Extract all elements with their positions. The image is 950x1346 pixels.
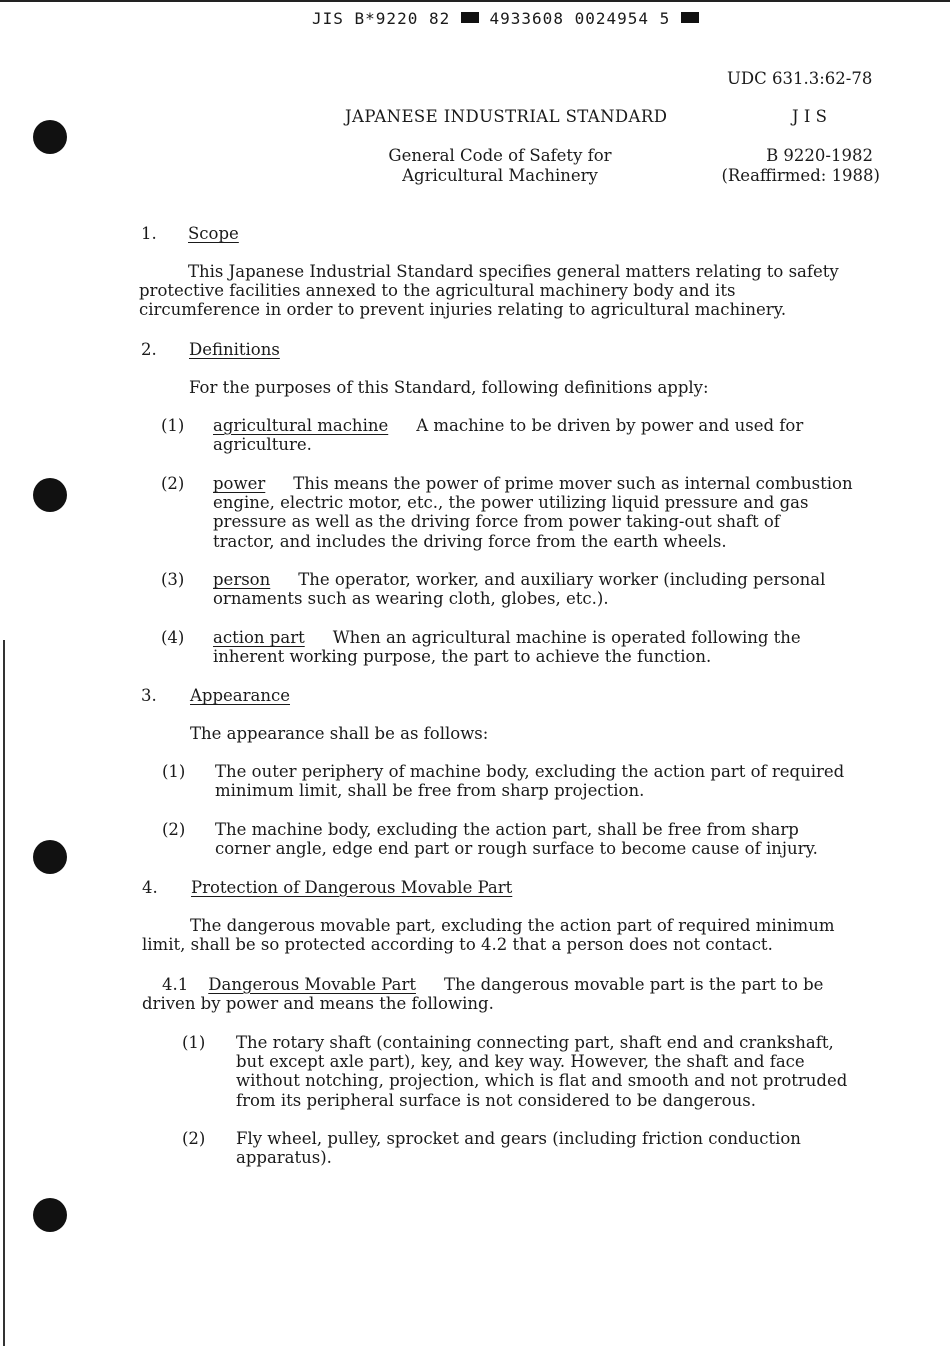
standard-number — [700, 146, 880, 185]
text-line: ornaments such as wearing cloth, globes, etc.). — [213, 589, 609, 609]
dangerous-item-2 — [236, 1129, 801, 1167]
appearance-item-1-number: (1) — [162, 762, 186, 781]
subsection-number: 4.1 — [162, 975, 189, 994]
udc-number: UDC 631.3:62-78 — [727, 69, 873, 88]
definition-4 — [213, 628, 801, 666]
section-4-heading: Protection of Dangerous Movable Part — [191, 878, 513, 897]
definition-2 — [213, 474, 853, 551]
black-bar-icon — [681, 12, 699, 23]
section-3-number: 3. — [141, 686, 157, 705]
definition-text: The operator, worker, and auxiliary worker (including personal — [298, 570, 826, 589]
dangerous-item-2-number: (2) — [182, 1129, 206, 1148]
section-2-number: 2. — [141, 340, 157, 359]
left-margin-rule — [3, 640, 5, 1346]
text-line: The machine body, excluding the action part, shall be free from sharp — [215, 820, 799, 839]
definition-1 — [213, 416, 803, 454]
text-line: This Japanese Industrial Standard specifies general matters relating to safety — [188, 262, 839, 281]
subsection-4-1 — [142, 975, 823, 1013]
appearance-item-1 — [215, 762, 844, 800]
punch-hole — [33, 1198, 67, 1232]
reaffirmed-date: (Reaffirmed: 1988) — [721, 165, 880, 185]
text-line: without notching, projection, which is flat and smooth and not protruded — [236, 1071, 848, 1091]
document-code-header — [312, 9, 699, 28]
subsection-term: Dangerous Movable Part — [208, 975, 416, 994]
appearance-item-2 — [215, 820, 818, 858]
appearance-item-2-number: (2) — [162, 820, 186, 839]
text-line: circumference in order to prevent injuries relating to agricultural machinery. — [139, 300, 787, 320]
definition-term: agricultural machine — [213, 416, 389, 435]
definition-3 — [213, 570, 825, 608]
section-2-intro: For the purposes of this Standard, following definitions apply: — [189, 378, 709, 397]
title-line-1: General Code of Safety for — [388, 146, 612, 165]
text-line: corner angle, edge end part or rough surface to become cause of injury. — [215, 839, 818, 859]
dangerous-item-1 — [236, 1033, 847, 1110]
text-line: tractor, and includes the driving force from the earth wheels. — [213, 531, 727, 551]
text-line: Fly wheel, pulley, sprocket and gears (including friction conduction — [236, 1129, 801, 1148]
section-1-body — [139, 262, 839, 320]
title-line-2: Agricultural Machinery — [402, 165, 598, 185]
standard-code: B 9220-1982 — [766, 146, 873, 165]
text-line: The outer periphery of machine body, excluding the action part of required — [215, 762, 845, 781]
code-a: JIS B*9220 82 — [312, 9, 451, 28]
text-line: driven by power and means the following. — [142, 994, 494, 1014]
code-b: 4933608 0024954 5 — [489, 9, 671, 28]
section-3-heading: Appearance — [190, 686, 290, 705]
definition-term: person — [213, 570, 271, 589]
organization-title: JAPANESE INDUSTRIAL STANDARD — [345, 107, 668, 126]
punch-hole — [33, 120, 67, 154]
punch-hole — [33, 840, 67, 874]
text-line: limit, shall be so protected according to 4.2 that a person does not contact. — [142, 935, 773, 955]
definition-text: When an agricultural machine is operated following the — [332, 628, 801, 647]
black-bar-icon — [461, 12, 479, 23]
section-4-body — [142, 916, 834, 954]
definition-text: This means the power of prime mover such as internal combustion — [293, 474, 853, 493]
definition-2-number: (2) — [161, 474, 185, 493]
text-line: minimum limit, shall be free from sharp projection. — [215, 781, 645, 801]
text-line: The rotary shaft (containing connecting part, shaft end and crankshaft, — [236, 1033, 834, 1052]
section-1-number: 1. — [141, 224, 157, 243]
text-line: protective facilities annexed to the agricultural machinery body and its — [139, 281, 736, 301]
text-line: but except axle part), key, and key way. However, the shaft and face — [236, 1052, 805, 1072]
definition-text: A machine to be driven by power and used for — [416, 416, 804, 435]
definition-term: power — [213, 474, 266, 493]
definition-1-number: (1) — [161, 416, 185, 435]
text-line: inherent working purpose, the part to achieve the function. — [213, 647, 712, 667]
definition-3-number: (3) — [161, 570, 185, 589]
section-2-heading: Definitions — [189, 340, 280, 359]
top-rule — [0, 0, 950, 2]
text-line: from its peripheral surface is not considered to be dangerous. — [236, 1090, 756, 1110]
section-1-heading: Scope — [188, 224, 239, 243]
jis-label: J I S — [792, 107, 827, 126]
definition-4-number: (4) — [161, 628, 185, 647]
dangerous-item-1-number: (1) — [182, 1033, 206, 1052]
text-line: agriculture. — [213, 435, 312, 455]
text-line: apparatus). — [236, 1148, 332, 1168]
document-title — [360, 146, 640, 185]
text-line: pressure as well as the driving force from power taking-out shaft of — [213, 512, 780, 532]
section-4-number: 4. — [142, 878, 158, 897]
punch-hole — [33, 478, 67, 512]
section-3-intro: The appearance shall be as follows: — [190, 724, 489, 743]
text-line: The dangerous movable part, excluding the action part of required minimum — [190, 916, 835, 935]
text-line: engine, electric motor, etc., the power utilizing liquid pressure and gas — [213, 493, 809, 513]
subsection-text: The dangerous movable part is the part to be — [443, 975, 824, 994]
definition-term: action part — [213, 628, 305, 647]
